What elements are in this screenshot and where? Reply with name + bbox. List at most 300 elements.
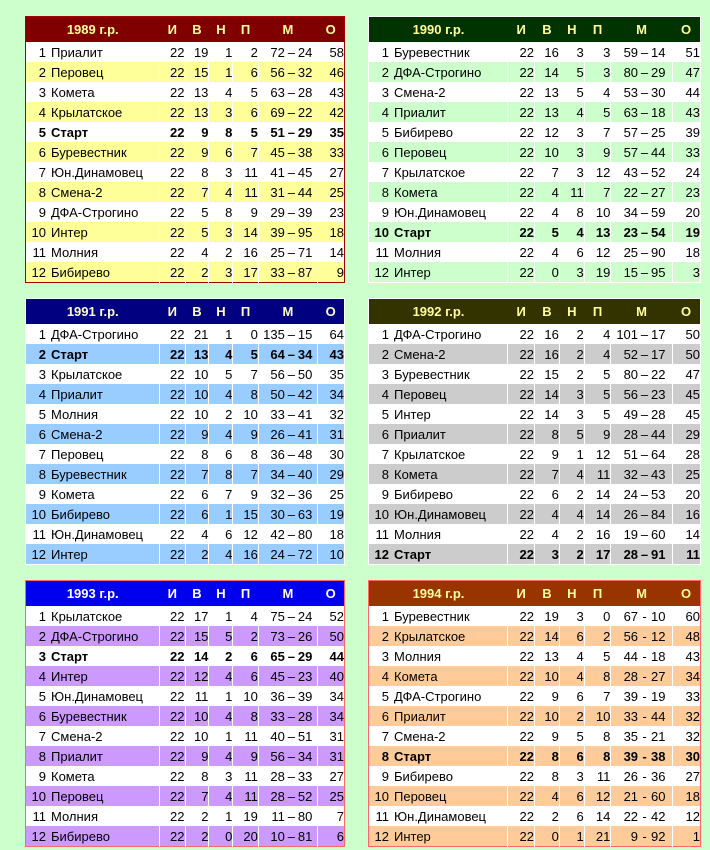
team-row (369, 646, 701, 666)
goals (611, 826, 672, 847)
table-header-row (26, 299, 345, 325)
team-row (369, 262, 701, 283)
team-name: Комета (394, 184, 438, 200)
losses: 5 (233, 344, 259, 364)
table-title: 1994 г.р. (369, 581, 508, 607)
team-rank: 6 (381, 708, 389, 724)
goals-against: 60 (651, 788, 666, 804)
col-header-goals: М (611, 17, 672, 43)
team-name: Смена-2 (51, 184, 103, 200)
team-cell (369, 102, 508, 122)
goals-separator: – (640, 144, 649, 160)
games-played: 22 (508, 646, 535, 666)
wins: 2 (185, 262, 209, 283)
wins: 9 (535, 686, 560, 706)
losses: 4 (233, 606, 259, 626)
wins: 15 (535, 364, 560, 384)
points: 23 (329, 204, 344, 220)
goals-for: 25 (623, 244, 639, 260)
points: 25 (685, 466, 700, 482)
team-name: Крылатское (394, 628, 466, 644)
draws: 2 (559, 364, 584, 384)
goals-for: 135 (263, 326, 285, 342)
team-row (369, 122, 701, 142)
team-rank: 2 (38, 64, 46, 80)
wins: 9 (185, 746, 209, 766)
wins: 4 (535, 242, 560, 262)
goals-against: 44 (651, 708, 666, 724)
goals-for: 45 (270, 668, 285, 684)
wins: 4 (185, 524, 209, 544)
goals-separator: – (287, 526, 295, 542)
wins: 8 (535, 766, 560, 786)
team-name: Бибирево (51, 264, 110, 280)
points: 43 (329, 84, 344, 100)
table-body (369, 606, 701, 847)
team-rank: 7 (381, 446, 389, 462)
team-row (369, 162, 701, 182)
team-cell (26, 62, 160, 82)
team-name: Юн.Динамовец (51, 526, 144, 542)
goals (611, 606, 672, 626)
team-name: Интер (51, 224, 88, 240)
goals-for: 29 (270, 204, 285, 220)
team-rank: 7 (38, 446, 46, 462)
team-name: Смена-2 (51, 426, 103, 442)
team-row (26, 384, 345, 404)
team-row (26, 726, 345, 746)
team-rank: 12 (374, 264, 389, 280)
goals-for: 24 (623, 486, 639, 502)
goals (611, 404, 672, 424)
team-row (26, 686, 345, 706)
draws: 6 (209, 524, 233, 544)
team-rank: 3 (38, 648, 46, 664)
games-played: 22 (508, 62, 535, 82)
goals-separator: – (640, 546, 649, 562)
table-header-row (26, 17, 345, 43)
losses: 7 (584, 686, 611, 706)
points: 14 (329, 244, 344, 260)
draws: 3 (559, 122, 584, 142)
wins: 4 (185, 242, 209, 262)
wins: 19 (535, 606, 560, 626)
draws: 3 (559, 162, 584, 182)
team-cell (26, 826, 160, 847)
goals (611, 202, 672, 222)
goals-separator: – (287, 708, 295, 724)
points: 16 (685, 506, 700, 522)
games-played: 22 (508, 746, 535, 766)
goals (258, 62, 317, 82)
points: 12 (685, 808, 700, 824)
wins: 9 (535, 726, 560, 746)
goals-for: 39 (623, 748, 639, 764)
goals-separator: – (640, 466, 649, 482)
wins: 10 (535, 706, 560, 726)
losses: 9 (584, 142, 611, 162)
goals-for: 44 (623, 648, 639, 664)
goals-against: 63 (297, 506, 313, 522)
team-name: Комета (394, 466, 438, 482)
games-played: 22 (159, 606, 185, 626)
losses: 4 (584, 324, 611, 344)
goals-against: 42 (651, 808, 666, 824)
goals-separator: – (287, 184, 295, 200)
losses: 14 (233, 222, 259, 242)
points: 18 (329, 526, 344, 542)
goals-for: 33 (270, 708, 285, 724)
team-name: Приалит (51, 748, 103, 764)
draws: 5 (559, 726, 584, 746)
wins: 10 (185, 726, 209, 746)
goals-separator: - (642, 728, 647, 744)
losses: 11 (233, 162, 259, 182)
losses: 19 (233, 806, 259, 826)
team-rank: 2 (381, 64, 389, 80)
losses: 5 (584, 102, 611, 122)
goals-against: 18 (651, 104, 666, 120)
team-row (369, 344, 701, 364)
goals-for: 26 (623, 506, 639, 522)
goals-for: 30 (270, 506, 285, 522)
goals-separator: – (287, 768, 295, 784)
goals-for: 28 (623, 668, 639, 684)
wins: 4 (535, 524, 560, 544)
team-cell (26, 364, 160, 384)
goals-for: 10 (270, 828, 285, 844)
table-title: 1990 г.р. (369, 17, 508, 43)
table-body (26, 324, 345, 565)
goals-against: 84 (651, 506, 666, 522)
losses: 16 (233, 242, 259, 262)
team-row (369, 444, 701, 464)
losses: 11 (584, 464, 611, 484)
games-played: 22 (159, 646, 185, 666)
wins: 10 (535, 666, 560, 686)
games-played: 22 (508, 82, 535, 102)
goals-against: 44 (651, 426, 666, 442)
goals-separator: - (642, 668, 647, 684)
team-cell (369, 626, 508, 646)
team-row (369, 424, 701, 444)
goals-against: 36 (297, 486, 313, 502)
goals-against: 25 (651, 124, 666, 140)
table-body (369, 324, 701, 565)
team-row (369, 626, 701, 646)
games-played: 22 (159, 524, 185, 544)
wins: 15 (185, 626, 209, 646)
draws: 7 (209, 484, 233, 504)
goals-separator: – (287, 628, 295, 644)
team-name: ДФА-Строгино (394, 326, 482, 342)
team-rank: 11 (375, 526, 389, 542)
goals-against: 44 (651, 144, 666, 160)
col-header-goals: М (258, 299, 317, 325)
goals-separator: – (640, 44, 649, 60)
goals (258, 686, 317, 706)
losses: 21 (584, 826, 611, 847)
standings-table (25, 580, 345, 847)
goals-against: 28 (297, 84, 313, 100)
team-rank: 4 (38, 386, 46, 402)
goals-for: 22 (623, 808, 639, 824)
team-name: Старт (51, 648, 89, 664)
goals-separator: - (642, 628, 647, 644)
draws: 4 (559, 666, 584, 686)
goals-against: 29 (297, 648, 313, 664)
games-played: 22 (508, 666, 535, 686)
points: 43 (685, 648, 700, 664)
goals (258, 544, 317, 565)
losses: 11 (233, 726, 259, 746)
goals-for: 56 (270, 366, 285, 382)
goals-separator: – (287, 224, 295, 240)
col-header-goals: М (611, 299, 672, 325)
goals (611, 544, 672, 565)
team-row (26, 424, 345, 444)
team-cell (26, 404, 160, 424)
wins: 8 (535, 424, 560, 444)
losses: 17 (233, 262, 259, 283)
goals-separator: – (287, 466, 295, 482)
col-header-draws: Н (209, 581, 233, 607)
team-cell (369, 786, 508, 806)
goals (611, 786, 672, 806)
team-row (26, 344, 345, 364)
goals-separator: – (287, 144, 295, 160)
losses: 0 (233, 324, 259, 344)
goals-for: 56 (623, 628, 639, 644)
losses: 12 (584, 444, 611, 464)
goals-separator: – (640, 84, 649, 100)
goals-for: 80 (623, 366, 639, 382)
points: 19 (685, 224, 700, 240)
goals-against: 23 (297, 668, 313, 684)
goals-against: 18 (651, 648, 666, 664)
team-name: Бибирево (51, 506, 110, 522)
team-row (369, 142, 701, 162)
games-played: 22 (159, 384, 185, 404)
team-rank: 5 (381, 406, 389, 422)
goals (258, 484, 317, 504)
team-row (369, 42, 701, 62)
col-header-wins: В (185, 17, 209, 43)
team-cell (369, 766, 508, 786)
draws: 1 (209, 42, 233, 62)
goals-separator: – (640, 346, 649, 362)
losses: 5 (584, 404, 611, 424)
games-played: 22 (508, 182, 535, 202)
team-rank: 8 (381, 466, 389, 482)
draws: 4 (559, 464, 584, 484)
goals-for: 75 (270, 608, 285, 624)
col-header-draws: Н (559, 17, 584, 43)
losses: 7 (584, 182, 611, 202)
games-played: 22 (508, 626, 535, 646)
team-rank: 5 (38, 688, 46, 704)
team-rank: 8 (38, 466, 46, 482)
goals-separator: - (642, 608, 647, 624)
points: 20 (685, 204, 700, 220)
points: 50 (685, 326, 700, 342)
goals-separator: – (287, 244, 295, 260)
draws: 2 (209, 646, 233, 666)
games-played: 22 (159, 686, 185, 706)
goals-for: 56 (270, 748, 285, 764)
goals-against: 59 (651, 204, 666, 220)
goals-against: 48 (297, 446, 313, 462)
team-row (26, 202, 345, 222)
losses: 7 (233, 464, 259, 484)
goals (258, 626, 317, 646)
losses: 0 (584, 606, 611, 626)
goals-separator: – (287, 446, 295, 462)
losses: 10 (584, 202, 611, 222)
goals (258, 222, 317, 242)
team-name: Перовец (51, 64, 104, 80)
team-cell (369, 82, 508, 102)
goals-against: 40 (297, 466, 313, 482)
goals (258, 344, 317, 364)
col-header-games: И (508, 17, 535, 43)
team-rank: 9 (38, 768, 46, 784)
points: 30 (685, 748, 700, 764)
draws: 8 (559, 202, 584, 222)
table-body (26, 42, 345, 283)
losses: 6 (233, 666, 259, 686)
team-rank: 11 (375, 244, 389, 260)
col-header-losses: П (584, 299, 611, 325)
team-name: Интер (394, 406, 431, 422)
draws: 3 (209, 162, 233, 182)
goals (611, 384, 672, 404)
losses: 4 (584, 344, 611, 364)
losses: 11 (584, 766, 611, 786)
goals-against: 52 (297, 788, 313, 804)
standings-table (368, 16, 701, 283)
goals-for: 45 (270, 144, 285, 160)
goals-separator: – (640, 506, 649, 522)
team-rank: 12 (31, 828, 46, 844)
goals-separator: – (287, 668, 295, 684)
team-row (369, 524, 701, 544)
goals-against: 28 (297, 708, 313, 724)
goals-for: 35 (623, 728, 639, 744)
goals-against: 30 (651, 84, 666, 100)
games-played: 22 (508, 202, 535, 222)
draws: 5 (559, 424, 584, 444)
goals-for: 32 (623, 466, 639, 482)
team-rank: 9 (381, 768, 389, 784)
wins: 14 (535, 404, 560, 424)
losses: 11 (233, 786, 259, 806)
goals-against: 95 (297, 224, 313, 240)
losses: 5 (233, 82, 259, 102)
wins: 8 (535, 746, 560, 766)
team-row (369, 102, 701, 122)
team-cell (369, 524, 508, 544)
goals-against: 24 (297, 44, 313, 60)
games-played: 22 (508, 484, 535, 504)
team-cell (26, 464, 160, 484)
team-rank: 9 (381, 486, 389, 502)
team-rank: 9 (381, 204, 389, 220)
goals (258, 666, 317, 686)
draws: 4 (559, 646, 584, 666)
team-rank: 1 (381, 44, 389, 60)
team-rank: 1 (381, 608, 389, 624)
games-played: 22 (159, 202, 185, 222)
team-row (26, 162, 345, 182)
team-name: Бибирево (394, 486, 453, 502)
table-header-row (369, 581, 701, 607)
wins: 10 (535, 142, 560, 162)
points: 6 (336, 828, 344, 844)
goals (611, 262, 672, 283)
goals-for: 33 (270, 264, 285, 280)
team-rank: 4 (38, 668, 46, 684)
team-rank: 2 (381, 346, 389, 362)
games-played: 22 (508, 544, 535, 565)
draws: 2 (559, 524, 584, 544)
team-rank: 9 (38, 204, 46, 220)
goals-for: 51 (270, 124, 285, 140)
team-name: Юн.Динамовец (51, 164, 144, 180)
goals-for: 28 (270, 768, 285, 784)
points: 1 (692, 828, 700, 844)
losses: 12 (584, 242, 611, 262)
col-header-points: О (672, 17, 700, 43)
team-name: Смена-2 (394, 728, 446, 744)
standings-table (368, 580, 701, 847)
losses: 6 (233, 646, 259, 666)
team-cell (26, 484, 160, 504)
table-body (26, 606, 345, 847)
goals-against: 52 (651, 164, 666, 180)
goals (258, 364, 317, 384)
team-row (369, 706, 701, 726)
draws: 1 (209, 324, 233, 344)
team-row (369, 242, 701, 262)
draws: 4 (209, 182, 233, 202)
team-name: Смена-2 (394, 84, 446, 100)
goals-for: 23 (623, 224, 639, 240)
wins: 13 (185, 344, 209, 364)
goals-for: 34 (623, 204, 639, 220)
games-played: 22 (508, 122, 535, 142)
col-header-points: О (672, 581, 700, 607)
points: 20 (685, 486, 700, 502)
goals-separator: – (640, 184, 649, 200)
goals-for: 64 (270, 346, 285, 362)
losses: 9 (233, 424, 259, 444)
goals-for: 32 (270, 486, 285, 502)
points: 3 (692, 264, 700, 280)
games-played: 22 (159, 182, 185, 202)
team-name: Перовец (394, 144, 447, 160)
goals (611, 626, 672, 646)
games-played: 22 (159, 162, 185, 182)
points: 44 (329, 648, 344, 664)
draws: 5 (209, 626, 233, 646)
draws: 3 (559, 142, 584, 162)
goals-against: 29 (297, 124, 313, 140)
team-cell (369, 484, 508, 504)
team-rank: 4 (381, 386, 389, 402)
team-row (369, 726, 701, 746)
team-rank: 3 (381, 648, 389, 664)
